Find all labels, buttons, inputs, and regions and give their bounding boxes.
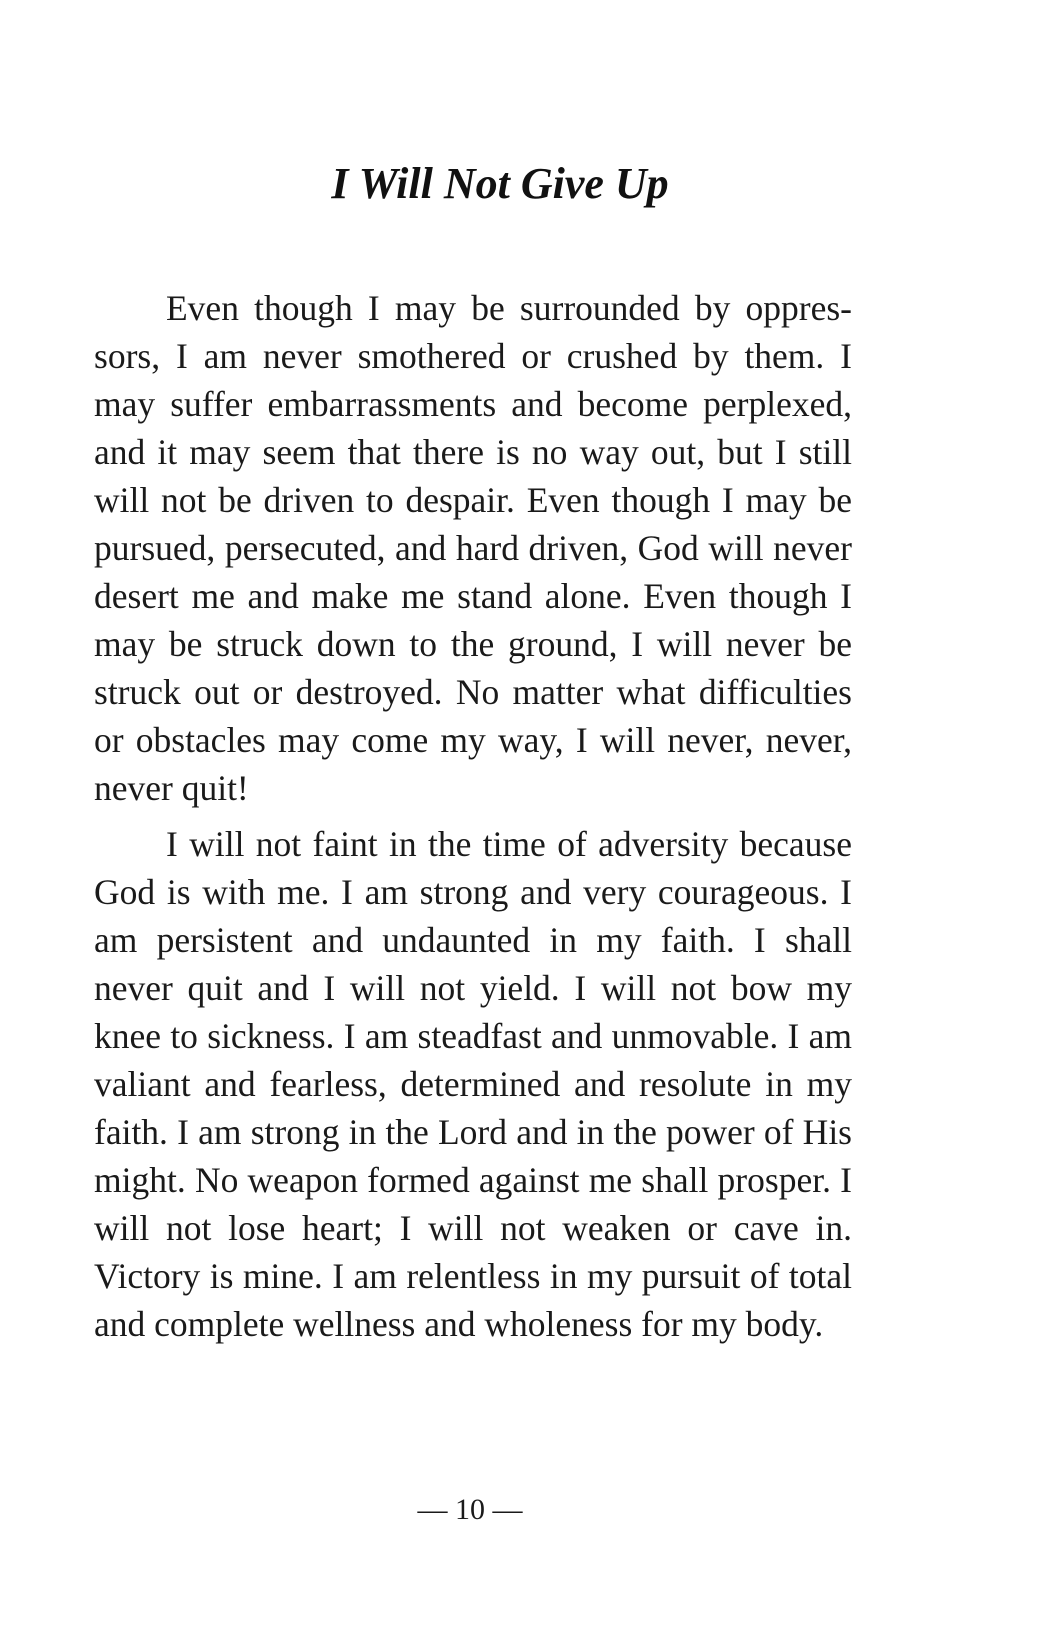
page-number: — 10 —	[417, 1493, 523, 1526]
paragraph-1: Even though I may be surrounded by oppressors, I am never smothered or crushed by them. I may suffer embarrassments and become perplexed, and it may seem that there is no way out, but I still will not be driven to despair. Even though I may be pursued, persecuted, and hard driven, God will never desert me and make me stand alone. Even though I may be struck down to the ground, I will never be struck out or destroyed. No matter what difficulties or obstacles may come my way, I will never, never, never quit!	[94, 288, 852, 808]
page-title: I Will Not Give Up	[331, 159, 669, 208]
body-text	[94, 284, 852, 1356]
paragraph-2: I will not faint in the time of adversity because God is with me. I am strong and very courageous. I am persistent and undaunted in my faith. I shall never quit and I will not yield. I will not bow my knee to sickness. I am steadfast and unmovable. I am valiant and fearless, determined and resolute in my faith. I am strong in the Lord and in the power of His might. No weapon formed against me shall prosper. I will not lose heart; I will not weaken or cave in. Victory is mine. I am relentless in my pursuit of total and complete wellness and wholeness for my body.	[94, 824, 852, 1344]
